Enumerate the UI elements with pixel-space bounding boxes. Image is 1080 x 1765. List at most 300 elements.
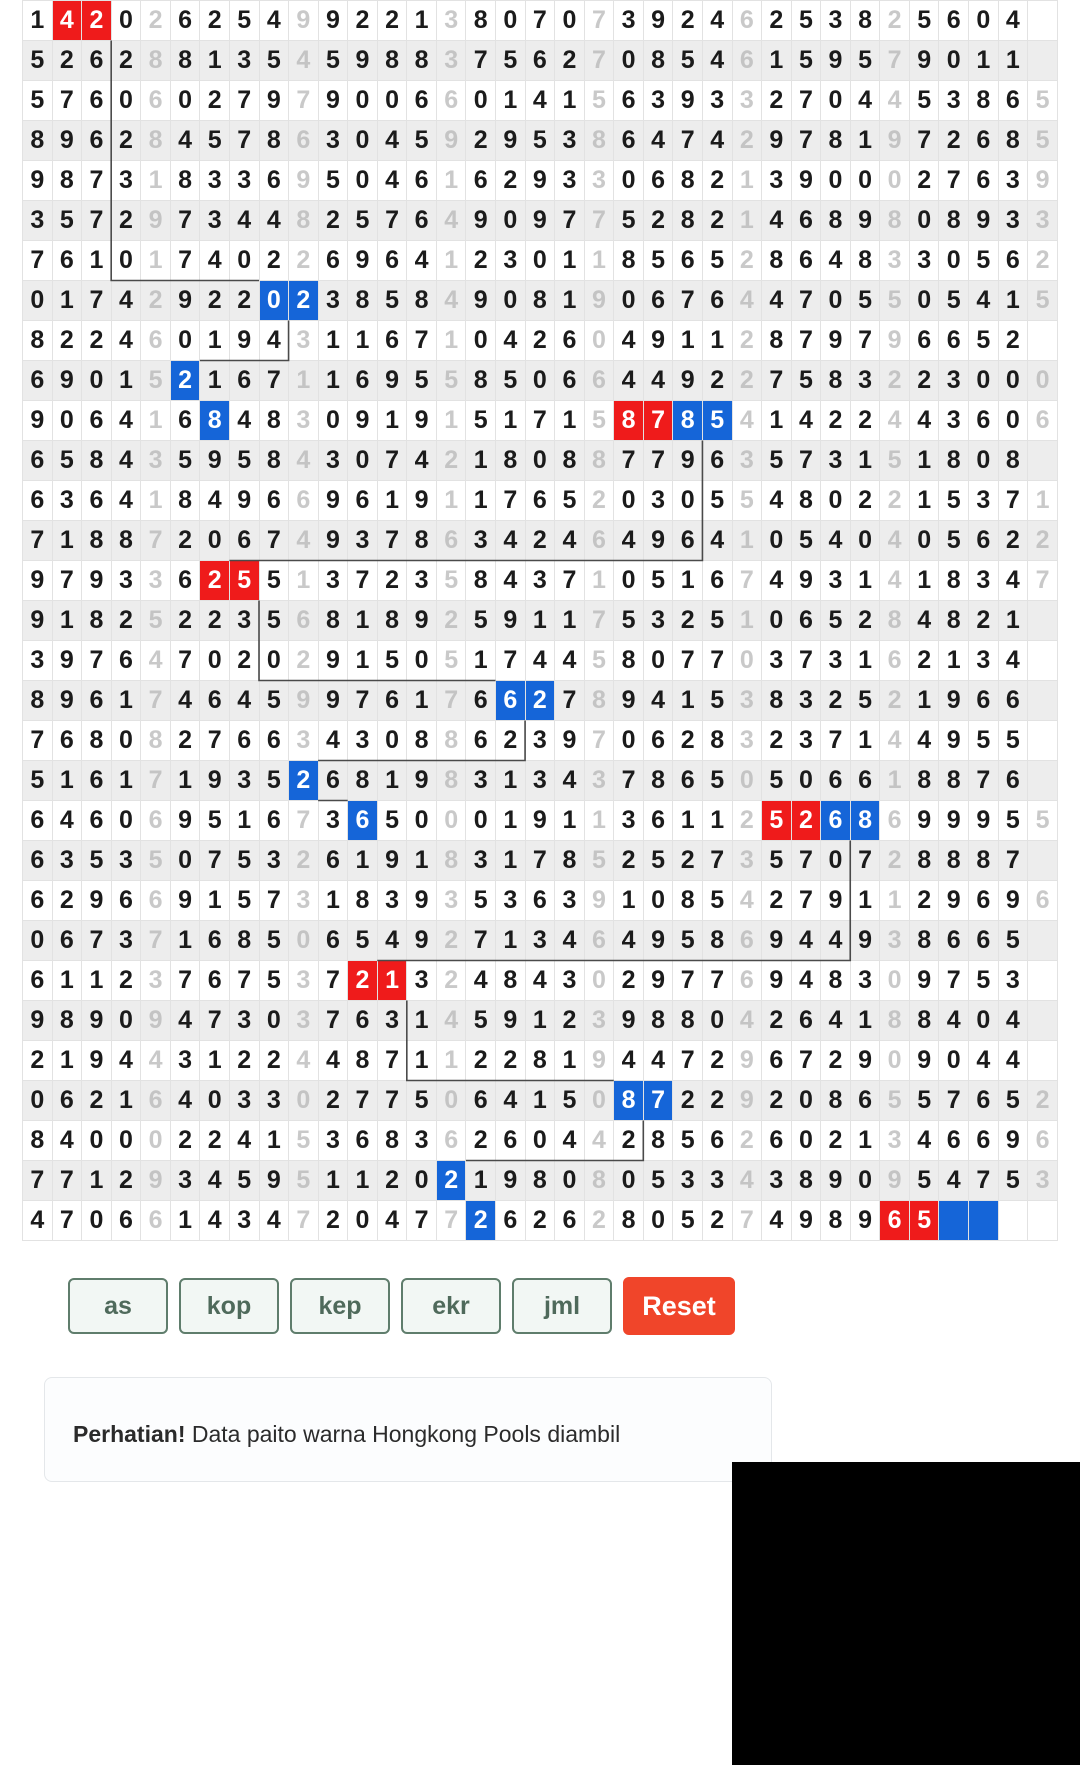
grid-cell[interactable]: 6 xyxy=(200,961,230,1001)
grid-cell[interactable]: 6 xyxy=(82,401,112,441)
grid-cell[interactable]: 7 xyxy=(200,1001,230,1041)
grid-cell[interactable]: 8 xyxy=(998,121,1028,161)
grid-cell[interactable]: 9 xyxy=(584,881,614,921)
grid-cell[interactable]: 8 xyxy=(998,441,1028,481)
grid-cell[interactable]: 4 xyxy=(555,1121,585,1161)
grid-cell[interactable]: 0 xyxy=(614,161,644,201)
grid-cell[interactable]: 8 xyxy=(939,561,969,601)
grid-cell[interactable]: 3 xyxy=(141,561,171,601)
grid-cell[interactable]: 6 xyxy=(643,801,673,841)
grid-cell[interactable]: 7 xyxy=(318,1001,348,1041)
grid-cell[interactable]: 4 xyxy=(732,1161,762,1201)
grid-cell[interactable]: 1 xyxy=(82,961,112,1001)
grid-cell[interactable]: 6 xyxy=(584,361,614,401)
grid-cell[interactable]: 8 xyxy=(23,121,53,161)
grid-cell[interactable]: 8 xyxy=(259,441,289,481)
grid-cell[interactable]: 2 xyxy=(141,1,171,41)
grid-cell[interactable]: 3 xyxy=(289,1001,319,1041)
grid-cell[interactable]: 5 xyxy=(141,601,171,641)
grid-cell[interactable]: 2 xyxy=(1028,241,1058,281)
grid-cell[interactable]: 9 xyxy=(614,681,644,721)
grid-cell[interactable]: 7 xyxy=(584,721,614,761)
grid-cell[interactable]: 4 xyxy=(939,1001,969,1041)
grid-cell[interactable]: 2 xyxy=(525,681,555,721)
grid-cell[interactable]: 5 xyxy=(880,441,910,481)
grid-cell[interactable]: 2 xyxy=(52,41,82,81)
grid-cell[interactable]: 6 xyxy=(998,761,1028,801)
grid-cell[interactable]: 6 xyxy=(407,161,437,201)
grid-cell[interactable]: 3 xyxy=(318,561,348,601)
grid-cell[interactable]: 9 xyxy=(407,401,437,441)
grid-cell[interactable]: 6 xyxy=(259,481,289,521)
grid-cell[interactable]: 6 xyxy=(111,881,141,921)
grid-cell[interactable]: 5 xyxy=(229,1,259,41)
grid-cell[interactable]: 5 xyxy=(762,441,792,481)
grid-cell[interactable]: 5 xyxy=(850,281,880,321)
grid-cell[interactable]: 6 xyxy=(732,1,762,41)
grid-cell[interactable]: 8 xyxy=(614,241,644,281)
grid-cell[interactable]: 0 xyxy=(200,1081,230,1121)
grid-cell[interactable]: 3 xyxy=(407,961,437,1001)
grid-cell[interactable]: 1 xyxy=(555,401,585,441)
grid-cell[interactable]: 1 xyxy=(850,1001,880,1041)
grid-cell[interactable]: 1 xyxy=(141,481,171,521)
grid-cell[interactable]: 9 xyxy=(525,201,555,241)
grid-cell[interactable]: 6 xyxy=(850,761,880,801)
grid-cell[interactable]: 5 xyxy=(1028,281,1058,321)
grid-cell[interactable]: 1 xyxy=(909,481,939,521)
grid-cell[interactable]: 6 xyxy=(880,641,910,681)
grid-cell[interactable]: 6 xyxy=(111,1201,141,1241)
grid-cell[interactable]: 8 xyxy=(702,921,732,961)
grid-cell[interactable]: 5 xyxy=(762,841,792,881)
grid-cell[interactable]: 6 xyxy=(496,1201,526,1241)
grid-cell[interactable]: 7 xyxy=(496,481,526,521)
grid-cell[interactable]: 9 xyxy=(52,641,82,681)
grid-cell[interactable]: 6 xyxy=(170,561,200,601)
grid-cell[interactable]: 6 xyxy=(318,761,348,801)
grid-cell[interactable]: 4 xyxy=(496,1081,526,1121)
grid-cell[interactable]: 0 xyxy=(466,321,496,361)
grid-cell[interactable]: 7 xyxy=(525,1,555,41)
grid-cell[interactable]: 4 xyxy=(259,321,289,361)
grid-cell[interactable]: 2 xyxy=(791,801,821,841)
grid-cell[interactable]: 7 xyxy=(289,81,319,121)
grid-cell[interactable]: 7 xyxy=(762,361,792,401)
grid-cell[interactable]: 9 xyxy=(82,881,112,921)
grid-cell[interactable]: 8 xyxy=(377,1121,407,1161)
grid-cell[interactable]: 4 xyxy=(614,521,644,561)
as-button[interactable]: as xyxy=(68,1278,168,1334)
grid-cell[interactable]: 7 xyxy=(791,121,821,161)
grid-cell[interactable]: 0 xyxy=(496,1,526,41)
grid-cell[interactable]: 2 xyxy=(880,1,910,41)
grid-cell[interactable]: 2 xyxy=(673,1,703,41)
grid-cell[interactable]: 1 xyxy=(584,241,614,281)
grid-cell[interactable]: 0 xyxy=(791,1081,821,1121)
grid-cell[interactable]: 3 xyxy=(289,881,319,921)
grid-cell[interactable]: 4 xyxy=(407,241,437,281)
grid-cell[interactable]: 0 xyxy=(229,241,259,281)
grid-cell[interactable]: 6 xyxy=(318,241,348,281)
grid-cell[interactable]: 2 xyxy=(732,361,762,401)
grid-cell[interactable]: 8 xyxy=(762,681,792,721)
grid-cell[interactable]: 0 xyxy=(880,161,910,201)
grid-cell[interactable]: 9 xyxy=(348,401,378,441)
grid-cell[interactable]: 7 xyxy=(614,441,644,481)
grid-cell[interactable]: 3 xyxy=(732,841,762,881)
kep-button[interactable]: kep xyxy=(290,1278,390,1334)
grid-cell[interactable]: 9 xyxy=(732,1081,762,1121)
grid-cell[interactable]: 6 xyxy=(555,321,585,361)
grid-cell[interactable]: 7 xyxy=(850,321,880,361)
grid-cell[interactable]: 9 xyxy=(673,361,703,401)
grid-cell[interactable]: 7 xyxy=(909,121,939,161)
grid-cell[interactable]: 4 xyxy=(525,81,555,121)
grid-cell[interactable]: 3 xyxy=(141,441,171,481)
grid-cell[interactable]: 7 xyxy=(377,1081,407,1121)
grid-cell[interactable]: 4 xyxy=(762,561,792,601)
grid-cell[interactable]: 9 xyxy=(318,1,348,41)
grid-cell[interactable]: 1 xyxy=(909,681,939,721)
grid-cell[interactable]: 6 xyxy=(791,241,821,281)
grid-cell[interactable]: 2 xyxy=(821,1041,851,1081)
grid-cell[interactable]: 1 xyxy=(555,1041,585,1081)
grid-cell[interactable] xyxy=(1028,681,1058,721)
grid-cell[interactable]: 1 xyxy=(348,321,378,361)
grid-cell[interactable]: 4 xyxy=(170,681,200,721)
grid-cell[interactable]: 3 xyxy=(939,401,969,441)
grid-cell[interactable]: 6 xyxy=(969,521,999,561)
grid-cell[interactable]: 7 xyxy=(555,681,585,721)
grid-cell[interactable]: 8 xyxy=(880,1001,910,1041)
grid-cell[interactable]: 7 xyxy=(289,1201,319,1241)
grid-cell[interactable]: 4 xyxy=(702,521,732,561)
grid-cell[interactable]: 4 xyxy=(969,281,999,321)
grid-cell[interactable]: 5 xyxy=(969,721,999,761)
grid-cell[interactable]: 9 xyxy=(762,961,792,1001)
grid-cell[interactable]: 4 xyxy=(23,1201,53,1241)
grid-cell[interactable]: 7 xyxy=(939,1081,969,1121)
grid-cell[interactable]: 5 xyxy=(200,801,230,841)
grid-cell[interactable]: 6 xyxy=(348,361,378,401)
grid-cell[interactable]: 4 xyxy=(436,201,466,241)
grid-cell[interactable]: 3 xyxy=(525,721,555,761)
grid-cell[interactable]: 9 xyxy=(289,1,319,41)
grid-cell[interactable]: 5 xyxy=(998,921,1028,961)
grid-cell[interactable]: 5 xyxy=(496,41,526,81)
grid-cell[interactable]: 9 xyxy=(939,681,969,721)
grid-cell[interactable]: 5 xyxy=(909,1081,939,1121)
grid-cell[interactable]: 5 xyxy=(584,841,614,881)
grid-cell[interactable]: 1 xyxy=(555,281,585,321)
grid-cell[interactable]: 4 xyxy=(407,441,437,481)
grid-cell[interactable]: 4 xyxy=(762,481,792,521)
grid-cell[interactable]: 4 xyxy=(969,1041,999,1081)
grid-cell[interactable]: 3 xyxy=(1028,201,1058,241)
grid-cell[interactable]: 3 xyxy=(584,161,614,201)
grid-cell[interactable]: 9 xyxy=(614,1001,644,1041)
grid-cell[interactable]: 2 xyxy=(762,881,792,921)
grid-cell[interactable]: 2 xyxy=(259,241,289,281)
grid-cell[interactable]: 5 xyxy=(762,761,792,801)
grid-cell[interactable]: 7 xyxy=(791,841,821,881)
grid-cell[interactable]: 0 xyxy=(111,241,141,281)
grid-cell[interactable]: 0 xyxy=(821,81,851,121)
grid-cell[interactable]: 6 xyxy=(436,1121,466,1161)
grid-cell[interactable]: 8 xyxy=(555,841,585,881)
grid-cell[interactable]: 7 xyxy=(673,1041,703,1081)
grid-cell[interactable]: 1 xyxy=(200,881,230,921)
grid-cell[interactable]: 1 xyxy=(377,401,407,441)
grid-cell[interactable]: 2 xyxy=(289,281,319,321)
grid-cell[interactable]: 7 xyxy=(436,1201,466,1241)
grid-cell[interactable]: 4 xyxy=(998,1,1028,41)
grid-cell[interactable]: 7 xyxy=(170,641,200,681)
grid-cell[interactable]: 0 xyxy=(289,1081,319,1121)
grid-cell[interactable]: 4 xyxy=(111,481,141,521)
grid-cell[interactable]: 5 xyxy=(584,641,614,681)
grid-cell[interactable]: 2 xyxy=(170,721,200,761)
grid-cell[interactable]: 2 xyxy=(200,1121,230,1161)
grid-cell[interactable]: 8 xyxy=(850,241,880,281)
grid-cell[interactable]: 8 xyxy=(880,201,910,241)
grid-cell[interactable]: 6 xyxy=(969,1081,999,1121)
grid-cell[interactable]: 2 xyxy=(289,641,319,681)
grid-cell[interactable]: 7 xyxy=(229,81,259,121)
grid-cell[interactable]: 1 xyxy=(998,41,1028,81)
grid-cell[interactable]: 0 xyxy=(850,521,880,561)
grid-cell[interactable]: 0 xyxy=(200,641,230,681)
grid-cell[interactable]: 3 xyxy=(318,121,348,161)
grid-cell[interactable]: 5 xyxy=(436,561,466,601)
grid-cell[interactable]: 7 xyxy=(259,881,289,921)
grid-cell[interactable]: 1 xyxy=(850,721,880,761)
grid-cell[interactable]: 5 xyxy=(909,1,939,41)
grid-cell[interactable]: 4 xyxy=(584,1121,614,1161)
grid-cell[interactable]: 8 xyxy=(525,1041,555,1081)
grid-cell[interactable]: 3 xyxy=(998,201,1028,241)
grid-cell[interactable]: 6 xyxy=(969,881,999,921)
grid-cell[interactable]: 4 xyxy=(466,961,496,1001)
grid-cell[interactable]: 0 xyxy=(939,241,969,281)
grid-cell[interactable]: 9 xyxy=(170,281,200,321)
grid-cell[interactable]: 6 xyxy=(141,1081,171,1121)
grid-cell[interactable]: 4 xyxy=(229,681,259,721)
grid-cell[interactable]: 5 xyxy=(850,41,880,81)
grid-cell[interactable]: 1 xyxy=(436,401,466,441)
grid-cell[interactable]: 8 xyxy=(850,801,880,841)
grid-cell[interactable]: 7 xyxy=(584,41,614,81)
grid-cell[interactable]: 3 xyxy=(791,721,821,761)
grid-cell[interactable]: 4 xyxy=(377,121,407,161)
grid-cell[interactable]: 5 xyxy=(673,41,703,81)
grid-cell[interactable]: 6 xyxy=(23,881,53,921)
grid-cell[interactable]: 6 xyxy=(377,681,407,721)
grid-cell[interactable]: 1 xyxy=(318,321,348,361)
grid-cell[interactable]: 6 xyxy=(141,801,171,841)
grid-cell[interactable]: 0 xyxy=(23,1081,53,1121)
grid-cell[interactable]: 7 xyxy=(791,1041,821,1081)
grid-cell[interactable]: 0 xyxy=(732,761,762,801)
grid-cell[interactable]: 7 xyxy=(23,521,53,561)
grid-cell[interactable]: 5 xyxy=(377,641,407,681)
grid-cell[interactable]: 2 xyxy=(702,1081,732,1121)
grid-cell[interactable]: 3 xyxy=(969,641,999,681)
grid-cell[interactable]: 3 xyxy=(200,201,230,241)
grid-cell[interactable]: 6 xyxy=(23,361,53,401)
grid-cell[interactable]: 5 xyxy=(436,361,466,401)
grid-cell[interactable]: 3 xyxy=(643,81,673,121)
grid-cell[interactable]: 6 xyxy=(466,681,496,721)
grid-cell[interactable]: 9 xyxy=(762,121,792,161)
grid-cell[interactable]: 0 xyxy=(466,81,496,121)
grid-cell[interactable]: 1 xyxy=(732,601,762,641)
grid-cell[interactable]: 2 xyxy=(525,321,555,361)
grid-cell[interactable]: 5 xyxy=(998,721,1028,761)
grid-cell[interactable]: 0 xyxy=(525,361,555,401)
grid-cell[interactable]: 1 xyxy=(407,1,437,41)
grid-cell[interactable]: 2 xyxy=(200,601,230,641)
grid-cell[interactable]: 1 xyxy=(377,481,407,521)
grid-cell[interactable]: 1 xyxy=(466,641,496,681)
grid-cell[interactable]: 7 xyxy=(939,161,969,201)
grid-cell[interactable]: 4 xyxy=(643,681,673,721)
grid-cell[interactable]: 4 xyxy=(821,241,851,281)
grid-cell[interactable]: 7 xyxy=(82,201,112,241)
grid-cell[interactable]: 8 xyxy=(909,761,939,801)
grid-cell[interactable]: 7 xyxy=(732,1201,762,1241)
grid-cell[interactable]: 1 xyxy=(23,1,53,41)
grid-cell[interactable]: 9 xyxy=(584,1041,614,1081)
grid-cell[interactable]: 1 xyxy=(200,321,230,361)
grid-cell[interactable]: 5 xyxy=(496,361,526,401)
grid-cell[interactable]: 1 xyxy=(496,801,526,841)
grid-cell[interactable]: 3 xyxy=(909,241,939,281)
grid-cell[interactable]: 2 xyxy=(200,81,230,121)
grid-cell[interactable]: 1 xyxy=(880,761,910,801)
grid-cell[interactable]: 6 xyxy=(170,1,200,41)
grid-cell[interactable]: 8 xyxy=(850,1,880,41)
grid-cell[interactable]: 6 xyxy=(52,721,82,761)
grid-cell[interactable]: 7 xyxy=(555,561,585,601)
grid-cell[interactable]: 0 xyxy=(969,361,999,401)
grid-cell[interactable]: 0 xyxy=(348,441,378,481)
grid-cell[interactable]: 6 xyxy=(880,1201,910,1241)
grid-cell[interactable]: 2 xyxy=(673,841,703,881)
grid-cell[interactable]: 0 xyxy=(614,721,644,761)
grid-cell[interactable]: 1 xyxy=(52,961,82,1001)
grid-cell[interactable]: 5 xyxy=(170,441,200,481)
grid-cell[interactable]: 0 xyxy=(348,81,378,121)
grid-cell[interactable]: 8 xyxy=(466,361,496,401)
grid-cell[interactable]: 2 xyxy=(762,1,792,41)
grid-cell[interactable]: 0 xyxy=(318,401,348,441)
grid-cell[interactable]: 3 xyxy=(525,761,555,801)
grid-cell[interactable]: 6 xyxy=(969,161,999,201)
grid-cell[interactable]: 9 xyxy=(52,121,82,161)
grid-cell[interactable]: 6 xyxy=(407,201,437,241)
grid-cell[interactable]: 2 xyxy=(229,641,259,681)
grid-cell[interactable]: 3 xyxy=(555,881,585,921)
grid-cell[interactable]: 9 xyxy=(318,681,348,721)
grid-cell[interactable]: 6 xyxy=(643,721,673,761)
grid-cell[interactable]: 1 xyxy=(909,561,939,601)
grid-cell[interactable]: 1 xyxy=(377,961,407,1001)
grid-cell[interactable]: 0 xyxy=(23,281,53,321)
grid-cell[interactable]: 5 xyxy=(702,241,732,281)
grid-cell[interactable]: 1 xyxy=(52,281,82,321)
grid-cell[interactable]: 9 xyxy=(939,801,969,841)
grid-cell[interactable]: 3 xyxy=(555,961,585,1001)
grid-cell[interactable]: 7 xyxy=(259,361,289,401)
grid-cell[interactable]: 0 xyxy=(909,201,939,241)
grid-cell[interactable]: 6 xyxy=(969,1121,999,1161)
grid-cell[interactable]: 2 xyxy=(762,1081,792,1121)
grid-cell[interactable]: 3 xyxy=(436,41,466,81)
grid-cell[interactable]: 9 xyxy=(23,561,53,601)
grid-cell[interactable]: 1 xyxy=(850,441,880,481)
grid-cell[interactable]: 0 xyxy=(407,801,437,841)
grid-cell[interactable]: 2 xyxy=(52,881,82,921)
grid-cell[interactable]: 0 xyxy=(821,841,851,881)
grid-cell[interactable]: 7 xyxy=(82,161,112,201)
grid-cell[interactable]: 0 xyxy=(673,481,703,521)
grid-cell[interactable]: 9 xyxy=(466,281,496,321)
grid-cell[interactable]: 8 xyxy=(141,721,171,761)
grid-cell[interactable]: 2 xyxy=(850,481,880,521)
grid-cell[interactable]: 5 xyxy=(643,841,673,881)
grid-cell[interactable]: 9 xyxy=(880,121,910,161)
grid-cell[interactable]: 9 xyxy=(496,1161,526,1201)
grid-cell[interactable]: 8 xyxy=(791,1161,821,1201)
grid-cell[interactable]: 8 xyxy=(525,281,555,321)
grid-cell[interactable]: 3 xyxy=(52,481,82,521)
grid-cell[interactable] xyxy=(1028,921,1058,961)
grid-cell[interactable] xyxy=(1028,321,1058,361)
grid-cell[interactable]: 3 xyxy=(23,641,53,681)
grid-cell[interactable]: 1 xyxy=(466,441,496,481)
grid-cell[interactable]: 5 xyxy=(673,921,703,961)
grid-cell[interactable]: 4 xyxy=(614,1041,644,1081)
grid-cell[interactable]: 6 xyxy=(702,1121,732,1161)
grid-cell[interactable]: 8 xyxy=(643,1001,673,1041)
grid-cell[interactable]: 3 xyxy=(762,641,792,681)
grid-cell[interactable]: 5 xyxy=(939,281,969,321)
grid-cell[interactable]: 1 xyxy=(496,761,526,801)
grid-cell[interactable]: 8 xyxy=(348,281,378,321)
grid-cell[interactable]: 5 xyxy=(939,521,969,561)
grid-cell[interactable]: 7 xyxy=(289,801,319,841)
grid-cell[interactable]: 1 xyxy=(555,801,585,841)
grid-cell[interactable]: 4 xyxy=(259,1,289,41)
grid-cell[interactable]: 5 xyxy=(998,1161,1028,1201)
grid-cell[interactable]: 5 xyxy=(466,601,496,641)
grid-cell[interactable]: 9 xyxy=(200,441,230,481)
grid-cell[interactable]: 5 xyxy=(318,161,348,201)
grid-cell[interactable]: 1 xyxy=(555,241,585,281)
grid-cell[interactable]: 8 xyxy=(170,41,200,81)
grid-cell[interactable]: 9 xyxy=(348,241,378,281)
paito-table[interactable] xyxy=(22,0,1058,1241)
grid-cell[interactable]: 3 xyxy=(229,601,259,641)
grid-cell[interactable]: 9 xyxy=(23,401,53,441)
grid-cell[interactable]: 8 xyxy=(555,441,585,481)
grid-cell[interactable]: 9 xyxy=(289,681,319,721)
grid-cell[interactable]: 4 xyxy=(998,1041,1028,1081)
grid-cell[interactable]: 8 xyxy=(407,41,437,81)
grid-cell[interactable]: 0 xyxy=(82,1121,112,1161)
